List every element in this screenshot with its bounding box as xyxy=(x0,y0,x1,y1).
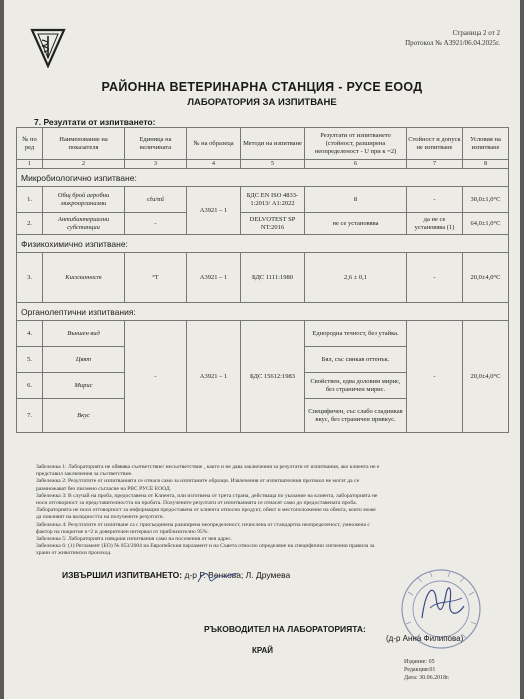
row-number: 4. xyxy=(17,321,43,347)
group-title: Физикохимично изпитване: xyxy=(17,235,509,253)
station-title: РАЙОННА ВЕТЕРИНАРНА СТАНЦИЯ - РУСЕ ЕООД xyxy=(101,80,423,94)
note-line: да повлияят на валидността на получените резултати. xyxy=(36,514,164,521)
note-line: Забележка 5: Лабораторията извърши изпитвания само на посочения от нея адрес. xyxy=(36,536,233,543)
col-header: № на образеца xyxy=(187,128,241,160)
group-header xyxy=(17,303,509,321)
group-title: Микробиологично изпитване: xyxy=(17,169,509,187)
column-numbers-row xyxy=(17,160,509,169)
veterinary-logo-icon xyxy=(30,28,66,68)
col-header: Условия на изпитване xyxy=(463,128,509,160)
results-table xyxy=(16,127,509,433)
performer-signature-icon xyxy=(196,568,240,586)
method: БДС 15612:1983 xyxy=(241,321,305,433)
col-number: 4 xyxy=(187,160,241,169)
indicator-name: Киселинност xyxy=(43,253,125,303)
conditions: 20,0±4,0°С xyxy=(463,321,509,433)
indicator-name: Общ брой аеробни микроорганизми xyxy=(43,187,125,213)
lab-head-name: (д-р Анна Филипова) xyxy=(386,634,464,643)
conditions: 20,0±4,0°С xyxy=(463,253,509,303)
row-number: 1. xyxy=(17,187,43,213)
table-row xyxy=(17,321,509,347)
method: БДС EN ISO 4833-1:2013/ А1:2022 xyxy=(241,187,305,213)
unit: - xyxy=(125,321,187,433)
row-number: 5. xyxy=(17,347,43,373)
method: БДС 1111:1980 xyxy=(241,253,305,303)
group-header xyxy=(17,169,509,187)
note-line: размножават без писмено съгласие на РВС РУСЕ ЕООД. xyxy=(36,485,172,492)
limit: - xyxy=(407,253,463,303)
section-title: 7. Резултати от изпитването: xyxy=(34,117,156,127)
result: 2,6 ± 0,1 xyxy=(305,253,407,303)
document-page xyxy=(4,0,520,699)
lab-subtitle: ЛАБОРАТОРИЯ ЗА ИЗПИТВАНЕ xyxy=(187,97,337,108)
unit: - xyxy=(125,213,187,235)
edition: Издание: 05 xyxy=(404,659,435,665)
result: 8 xyxy=(305,187,407,213)
sample-number: А3921 – 1 xyxy=(187,253,241,303)
note-line: Лабораторията не носи отговорност за информация предоставена от клиента относно продукт, обект и местоположение на обекта, които може xyxy=(36,507,376,514)
version-date: Дата: 30.06.2018г. xyxy=(404,675,450,681)
performed-by xyxy=(62,570,290,580)
conditions: 30,0±1,0°С xyxy=(463,187,509,213)
limit: - xyxy=(407,321,463,433)
col-header: Резултати от изпитването (стойност, разширена неопределеност - U при к =2) xyxy=(305,128,407,160)
sample-number: А3921 – 1 xyxy=(187,321,241,433)
col-header: Стойност и допуск не изпитване xyxy=(407,128,463,160)
row-number: 3. xyxy=(17,253,43,303)
col-number: 8 xyxy=(463,160,509,169)
indicator-name: Външен вид xyxy=(43,321,125,347)
table-row xyxy=(17,253,509,303)
row-number: 2. xyxy=(17,213,43,235)
note-line: Забележка 6: (1) Регламент (ЕО) № 853/2004 на Европейския парламент и на Съвета относно определяне на специфични хигиенни правила за xyxy=(36,543,375,550)
performed-label: ИЗВЪРШИЛ ИЗПИТВАНЕТО: xyxy=(62,570,183,580)
group-header xyxy=(17,235,509,253)
page-meta xyxy=(405,28,500,48)
note-line: фактор на покритие к=2 и доверителен интервал от приблизително 95%. xyxy=(36,528,209,535)
sample-number: А3921 – 1 xyxy=(187,187,241,235)
limit: - xyxy=(407,187,463,213)
indicator-name: Мирис xyxy=(43,373,125,399)
note-line: Забележка 3: В случай на проба, предоставена от Клиента, или изготвена от трета страна, действаща по указание на клиента, лабораторията не xyxy=(36,492,378,499)
col-header: Наименование на показателя xyxy=(43,128,125,160)
version-info xyxy=(404,658,449,682)
result: Специфичен, със слабо сладникав вкус, без страничен привкус. xyxy=(305,399,407,433)
col-number: 2 xyxy=(43,160,125,169)
header-row xyxy=(17,128,509,160)
lab-head-label: РЪКОВОДИТЕЛ НА ЛАБОРАТОРИЯТА: xyxy=(204,624,366,634)
note-line: храни от животински произход. xyxy=(36,550,112,557)
table-row xyxy=(17,187,509,213)
row-number: 6. xyxy=(17,373,43,399)
col-number: 7 xyxy=(407,160,463,169)
method: DELVOTEST SP NT:2016 xyxy=(241,213,305,235)
head-signature-icon xyxy=(412,578,472,628)
revision: Редакция:01 xyxy=(404,667,436,673)
note-line: представил заключения за съответствие. xyxy=(36,471,133,478)
notes-block xyxy=(36,464,492,558)
col-number: 6 xyxy=(305,160,407,169)
col-header: Единица на величината xyxy=(125,128,187,160)
col-header: Методи на изпитване xyxy=(241,128,305,160)
end-label: КРАЙ xyxy=(252,646,274,655)
limit: да не се установява (1) xyxy=(407,213,463,235)
indicator-name: Антибактериални субстанции xyxy=(43,213,125,235)
conditions: 64,0±1,0°С xyxy=(463,213,509,235)
indicator-name: Вкус xyxy=(43,399,125,433)
performed-names: д-р Р. Венкова; Л. Друмева xyxy=(184,570,291,580)
unit: °Т xyxy=(125,253,187,303)
col-number: 5 xyxy=(241,160,305,169)
result: Свойствен, едва доловим мирис, без страничен мирис. xyxy=(305,373,407,399)
result: не се установява xyxy=(305,213,407,235)
row-number: 7. xyxy=(17,399,43,433)
note-line: носи отговорност за представителността на пробата. Получените резултати от изпитванията се отнасят само до предоставената проба. xyxy=(36,500,358,507)
group-title: Органолептични изпитвания: xyxy=(17,303,509,321)
indicator-name: Цвят xyxy=(43,347,125,373)
col-number: 1 xyxy=(17,160,43,169)
result: Еднородна течност, без утайка. xyxy=(305,321,407,347)
unit: cfu/ml xyxy=(125,187,187,213)
note-line: Забележка 1: Лабораторията не обявява съответствие/ несъответствие , както и не дава заключения за резултати от изпитвания, ако клиента не е xyxy=(36,464,380,470)
protocol-number: Протокол № А3921/06.04.2025г. xyxy=(405,39,500,47)
page-number: Страница 2 от 2 xyxy=(452,29,500,37)
result: Бял, със синкав оттенък. xyxy=(305,347,407,373)
note-line: Забележка 2: Резултатите от изпитванията се отнася само за изпитаните образци. Извлечения от изпитвателния протокол не могат да се xyxy=(36,478,360,485)
note-line: Забележка 4: Резултатите от изпитване са с присъединена разширена неопределеност, изчислена от стандартна неопределеност, умножена с xyxy=(36,521,370,528)
col-number: 3 xyxy=(125,160,187,169)
table-row xyxy=(17,213,509,235)
col-header: № по ред xyxy=(17,128,43,160)
